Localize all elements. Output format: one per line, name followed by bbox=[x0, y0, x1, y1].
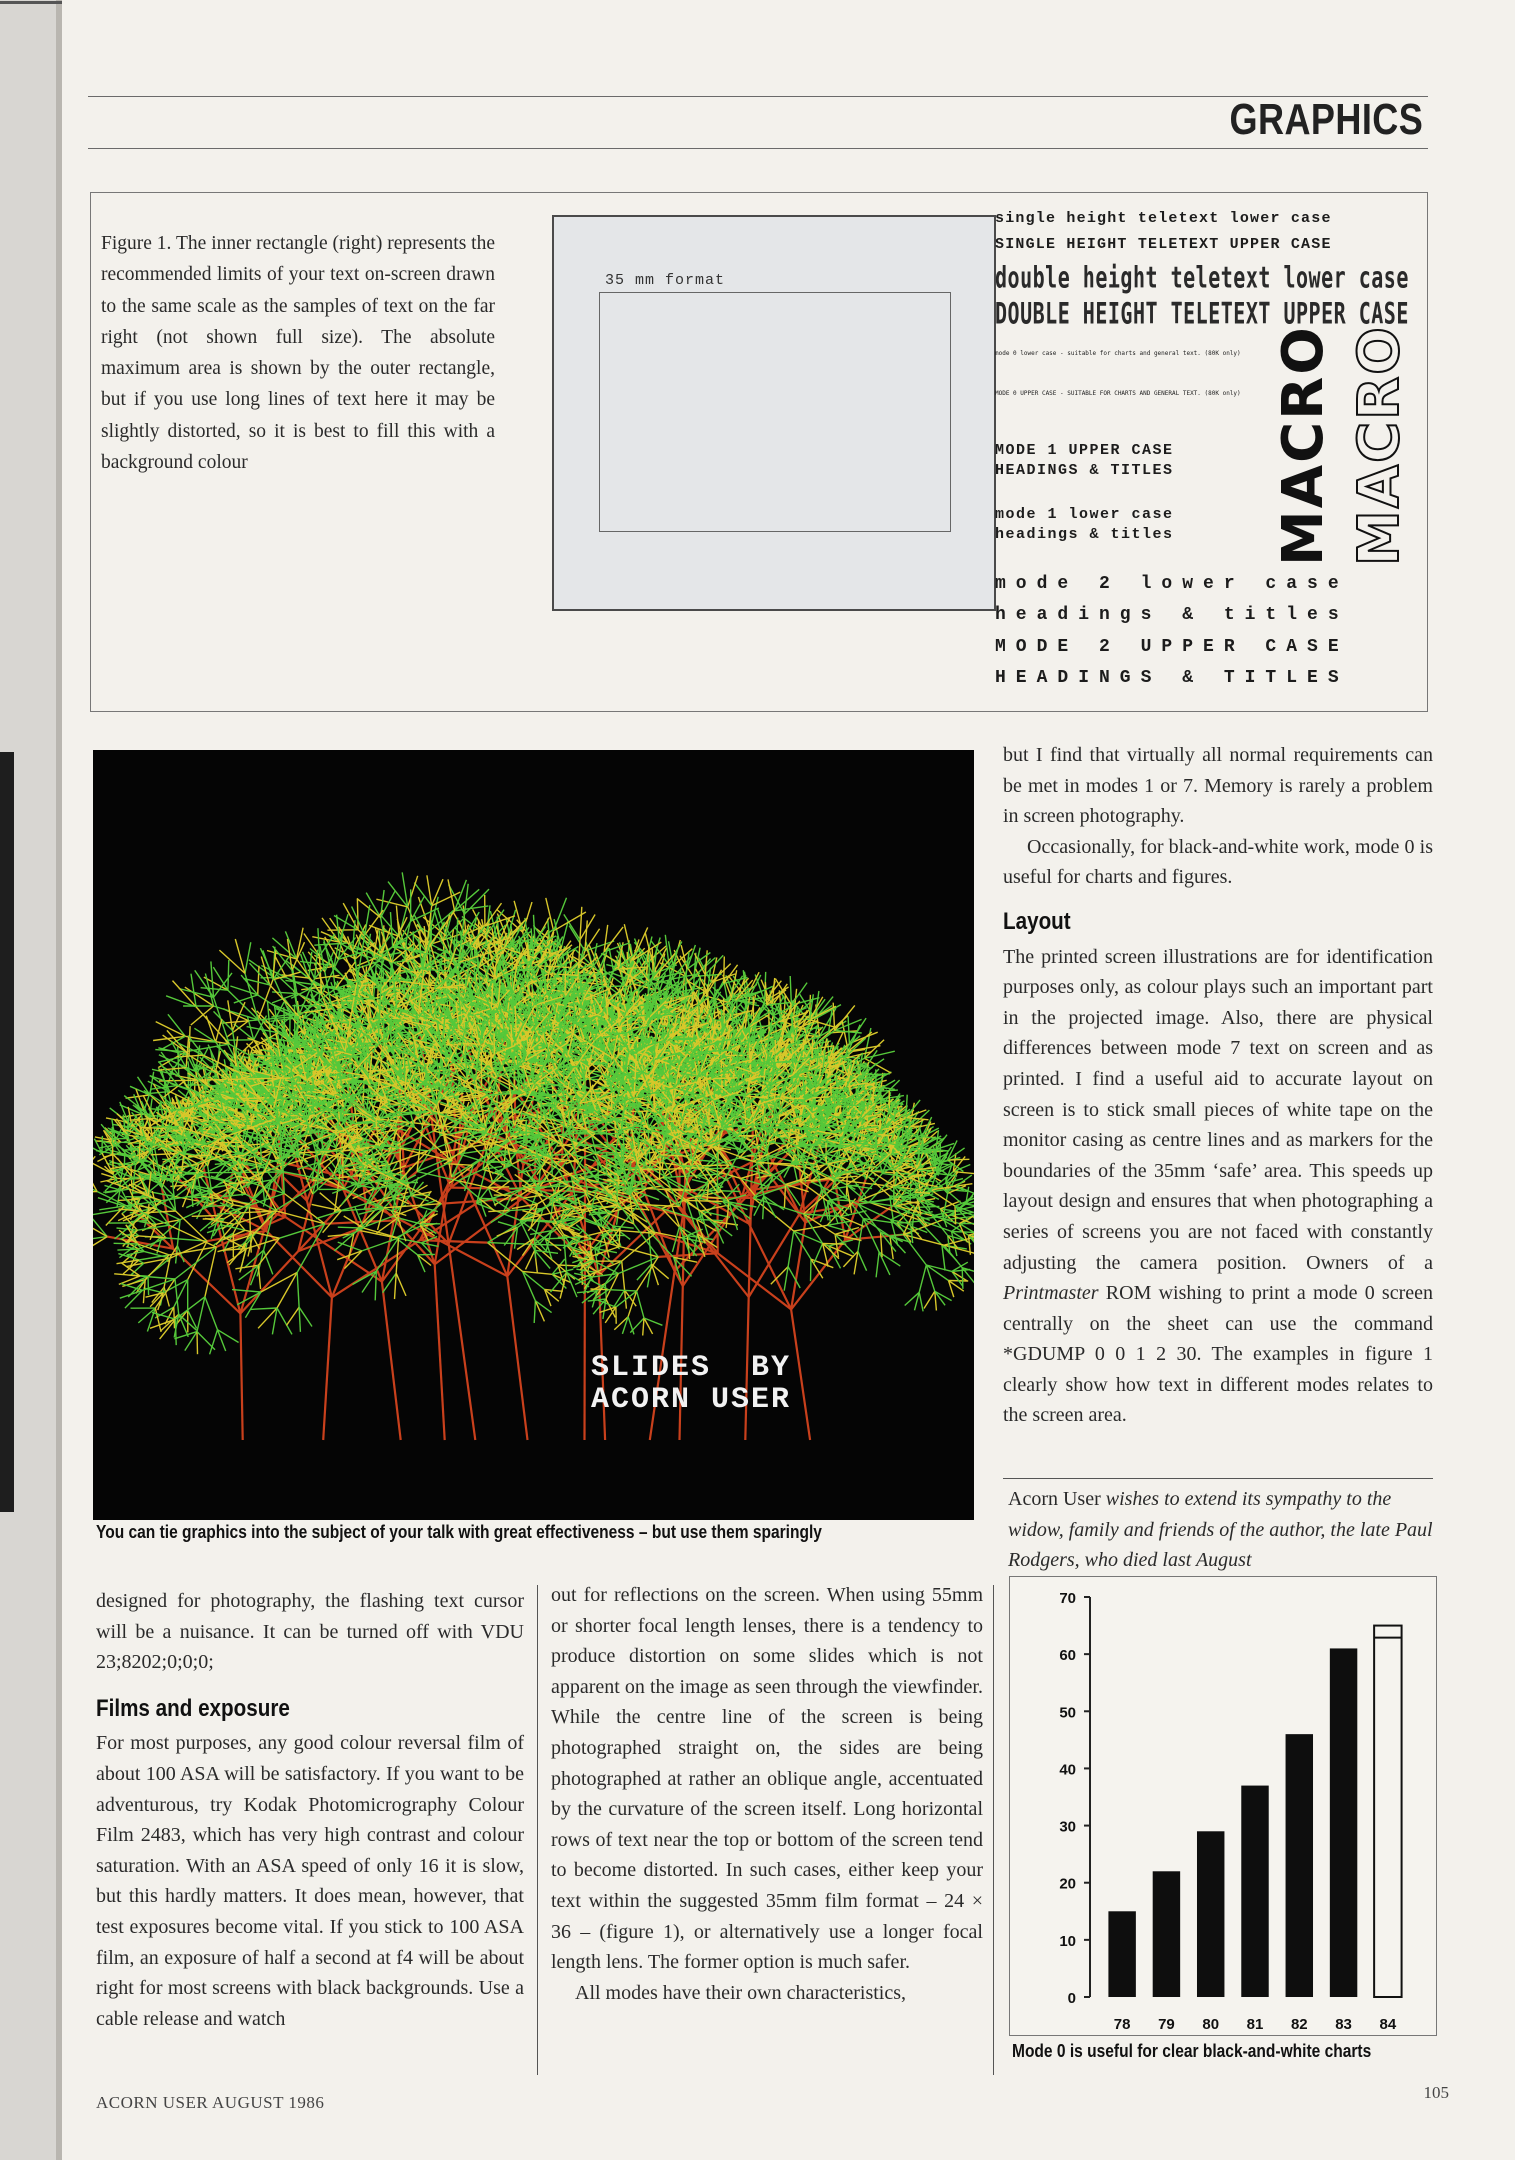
chart-y-tick-label: 0 bbox=[1067, 1990, 1076, 2007]
tribute-note bbox=[1008, 1484, 1436, 1576]
chart-x-tick-label: 83 bbox=[1335, 2016, 1352, 2033]
sample-mode2-lower-2: headings & titles bbox=[995, 605, 1349, 625]
sample-mode1-lower-1: mode 1 lower case bbox=[995, 506, 1174, 523]
chart-bar bbox=[1153, 1871, 1180, 1997]
chart-bar bbox=[1374, 1626, 1401, 1997]
article-column-left bbox=[96, 1586, 524, 2034]
chart-bar bbox=[1197, 1831, 1224, 1997]
column-divider bbox=[537, 1585, 538, 2075]
section-title: GRAPHICS bbox=[1229, 95, 1423, 144]
figure1-caption: Figure 1. The inner rectangle (right) represents the recommended limits of your text on-screen drawn to the same scale as the samples of text on the far right (not shown full size). The absolute maximum area is shown by the outer rectangle, but if you use long lines of text here it may be slightly distorted, so it is best to fill this with a background colour bbox=[101, 233, 495, 474]
sample-mode2-upper-1: MODE 2 UPPER CASE bbox=[995, 637, 1349, 657]
chart-bar bbox=[1330, 1648, 1357, 1997]
sample-mode1-lower-2: headings & titles bbox=[995, 526, 1174, 543]
screen-format-label: 35 mm format bbox=[605, 272, 726, 289]
paragraph: but I find that virtually all normal requirements can be met in modes 1 or 7. Memory is rarely a problem in screen photography. bbox=[1003, 744, 1433, 828]
tribute-lead: Acorn User bbox=[1008, 1488, 1101, 1510]
sample-mode0-lower: mode 0 lower case - suitable for charts and general text. (80K only) bbox=[995, 350, 1241, 357]
chart-y-tick-label: 70 bbox=[1059, 1590, 1076, 1607]
chart-y-tick-label: 10 bbox=[1059, 1932, 1076, 1950]
tribute-rule bbox=[1003, 1478, 1433, 1479]
paragraph: For most purposes, any good colour reversal film of about 100 ASA will be satisfactory. If you want to be adventurous, try Kodak Photomicrography Colour Film 2483, which has very high contrast and colour saturation. With an ASA speed of only 16 it is slow, but this hardly matters. It does mean, however, that test exposures become vital. If you stick to 100 ASA film, an exposure of half a second at f4 will be about right for most screens with black backgrounds. Use a cable release and watch bbox=[96, 1732, 524, 2030]
sample-mode1-upper-2: HEADINGS & TITLES bbox=[995, 462, 1174, 479]
text-run: The printed screen illustrations are for identification purposes only, as colour plays such an important part in the projected image. Also, there are physical differences between mode 7 text on screen and as printed. I find a useful aid to accurate layout on screen is to stick small pieces of white tape on the monitor casing as centre lines and as markers for the boundaries of the 35mm ‘safe’ area. This speeds up layout design and ensures that when photographing a series of screens you are not faced with constantly adjusting the camera position. Owners of a bbox=[1003, 945, 1433, 1274]
facing-page-photo-edge bbox=[0, 752, 14, 1512]
chart-caption: Mode 0 is useful for clear black-and-white charts bbox=[1012, 2040, 1372, 2061]
chart-x-tick-label: 79 bbox=[1158, 2016, 1175, 2033]
footer-publication: ACORN USER AUGUST 1986 bbox=[96, 2093, 325, 2112]
chart-x-tick-label: 82 bbox=[1290, 2016, 1308, 2033]
fractal-tree-graphic bbox=[93, 750, 974, 1520]
fractal-tree-screen-photo bbox=[93, 750, 974, 1520]
sample-mode0-upper: MODE 0 UPPER CASE - SUITABLE FOR CHARTS AND GENERAL TEXT. (80K only) bbox=[995, 390, 1241, 397]
article-column-right bbox=[1003, 740, 1433, 1431]
paragraph: All modes have their own characteristics, bbox=[575, 1981, 906, 2004]
photo-overlay-line1: SLIDES BY bbox=[591, 1351, 792, 1385]
page-number: 105 bbox=[1423, 2083, 1449, 2102]
top-rule bbox=[88, 96, 1428, 97]
sample-mode1-upper-1: MODE 1 UPPER CASE bbox=[995, 442, 1174, 459]
article-column-middle bbox=[551, 1580, 983, 2008]
text-run: ROM wishing to print a mode 0 screen centrally on the sheet can use the command *GDUMP 0 0 1 2 30. The examples in figure 1 clearly show how text in different modes relates to the screen area. bbox=[1003, 1282, 1433, 1427]
photo-caption: You can tie graphics into the subject of your talk with great effectiveness – but use them sparingly bbox=[96, 1521, 822, 1542]
paragraph: designed for photography, the flashing text cursor will be a nuisance. It can be turned off with VDU 23;8202;0;0;0; bbox=[96, 1590, 524, 1674]
tribute-text: wishes to extend its sympathy to the widow, family and friends of the author, the late Paul Rodgers, who died last August bbox=[1008, 1488, 1433, 1572]
chart-y-tick-label: 40 bbox=[1059, 1761, 1076, 1779]
photo-overlay-line2: ACORN USER bbox=[591, 1383, 792, 1417]
chart-y-tick-label: 30 bbox=[1059, 1818, 1076, 1836]
chart-y-tick-label: 50 bbox=[1059, 1704, 1076, 1722]
sample-double-lower: double height teletext lower case bbox=[995, 260, 1409, 295]
emphasis-printmaster: Printmaster bbox=[1003, 1282, 1099, 1305]
bar-chart-frame bbox=[1009, 1576, 1437, 2036]
bar-chart bbox=[1010, 1577, 1436, 2035]
sample-single-lower: single height teletext lower case bbox=[995, 210, 1332, 227]
chart-x-tick-label: 80 bbox=[1202, 2016, 1220, 2033]
paragraph: out for reflections on the screen. When using 55mm or shorter focal length lenses, there is a tendency to produce distortion on some slides which is not apparent on the image as seen through the viewfinder. While the centre line of the screen is being photographed straight on, the sides are being photographed at rather an oblique angle, accentuated by the curvature of the screen itself. Long horizontal rows of text near the top or bottom of the screen tend to become distorted. In such cases, either keep your text within the suggested 35mm film format – 24 × 36 – (figure 1), or alternatively use a longer focal length lens. The former option is much safer. bbox=[551, 1584, 983, 1974]
sample-mode2-lower-1: mode 2 lower case bbox=[995, 574, 1349, 594]
chart-bar bbox=[1108, 1911, 1135, 1997]
column-divider bbox=[993, 1585, 994, 2075]
chart-x-tick-label: 81 bbox=[1246, 2016, 1264, 2033]
screen-inner-rectangle bbox=[599, 292, 951, 532]
chart-bar bbox=[1286, 1734, 1313, 1997]
chart-x-tick-label: 84 bbox=[1379, 2016, 1397, 2033]
subhead-layout: Layout bbox=[1003, 907, 1071, 935]
facing-page-rule bbox=[0, 1, 62, 4]
subhead-films-exposure: Films and exposure bbox=[96, 1694, 290, 1722]
paragraph-layout bbox=[1003, 942, 1433, 1432]
chart-y-tick-label: 20 bbox=[1059, 1875, 1076, 1893]
sample-macro-outline: MACRO bbox=[1347, 325, 1412, 566]
paragraph: Occasionally, for black-and-white work, mode 0 is useful for charts and figures. bbox=[1003, 835, 1433, 889]
sample-macro-solid: MACRO bbox=[1271, 325, 1336, 566]
sample-single-upper: SINGLE HEIGHT TELETEXT UPPER CASE bbox=[995, 236, 1332, 253]
sample-mode2-upper-2: HEADINGS & TITLES bbox=[995, 668, 1349, 688]
chart-y-tick-label: 60 bbox=[1059, 1647, 1076, 1665]
sample-double-upper: DOUBLE HEIGHT TELETEXT UPPER CASE bbox=[995, 296, 1409, 331]
header-rule bbox=[88, 148, 1428, 149]
chart-bar bbox=[1241, 1786, 1268, 1997]
chart-x-tick-label: 78 bbox=[1113, 2016, 1131, 2033]
page-fold bbox=[56, 0, 62, 2160]
